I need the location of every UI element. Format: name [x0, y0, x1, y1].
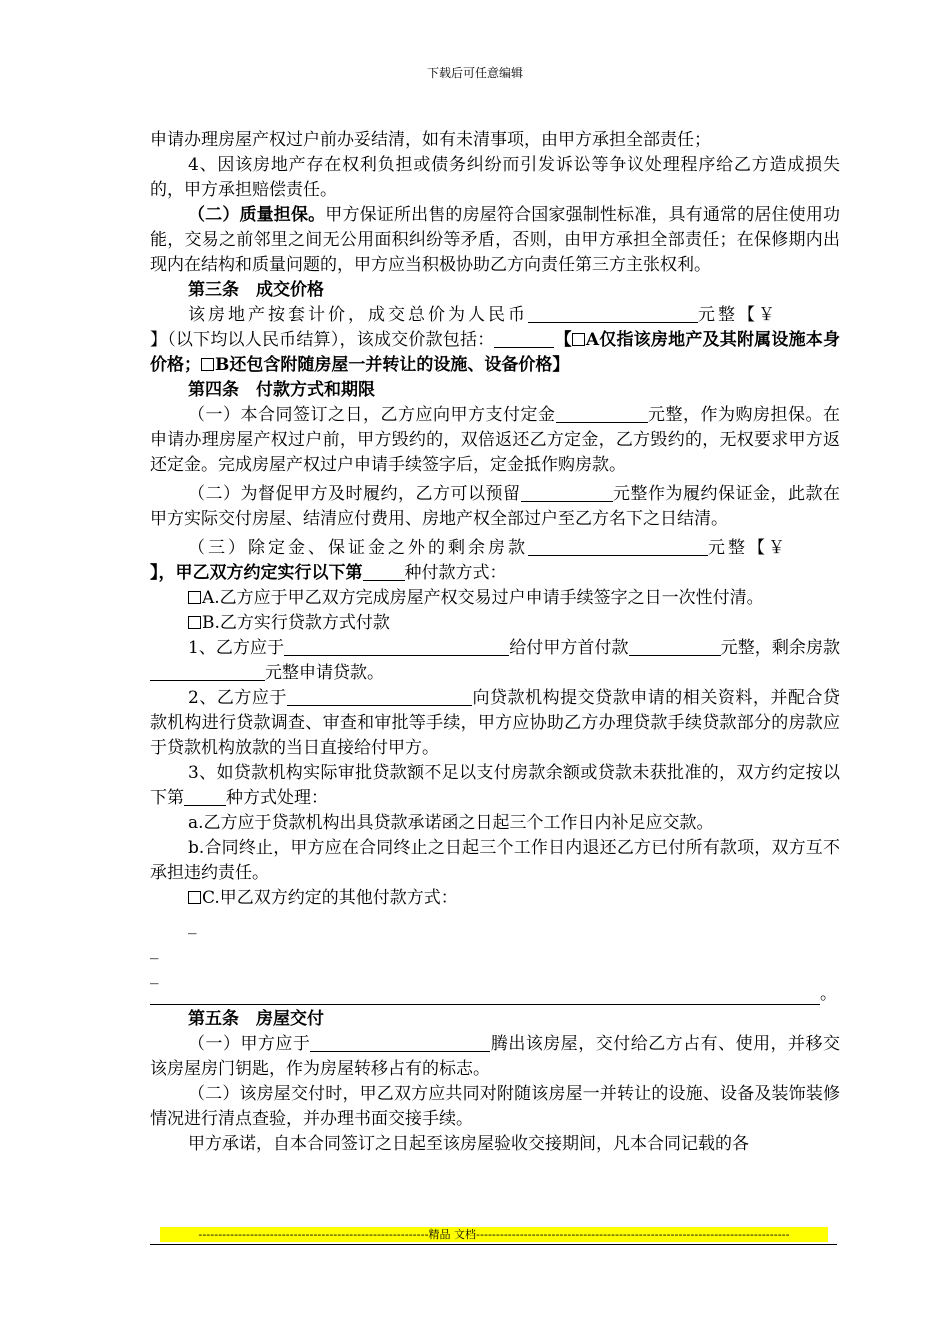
text: 种付款方式： [404, 563, 507, 583]
text: （一）本合同签订之日，乙方应向甲方支付定金 [188, 405, 556, 425]
text: A.乙方应于甲乙双方完成房屋产权交易过户申请手续签字之日一次性付清。 [202, 588, 764, 608]
page-header: 下载后可任意编辑 [426, 66, 523, 80]
checkbox-icon[interactable] [201, 358, 214, 371]
blank-line[interactable]: _ [188, 915, 197, 935]
footer-text: ----------------------------------------------------------精品 文档------------------------------------------------------------------------------- [198, 1228, 790, 1241]
date-blank[interactable] [284, 637, 509, 656]
remaining-blank[interactable] [528, 537, 708, 556]
checkbox-icon[interactable] [188, 616, 201, 629]
text: 元整申请贷款。 [265, 663, 384, 683]
text: 种方式处理： [226, 788, 328, 808]
method-blank[interactable] [363, 562, 405, 581]
inspection-paragraph: （二）该房屋交付时，甲乙双方应共同对附随该房屋一并转让的设施、设备及装饰装修情况进行清点查验，并办理书面交接手续。 [150, 1084, 840, 1129]
text: 【 [554, 330, 572, 350]
loan-item-2 [150, 686, 840, 761]
checkbox-icon[interactable] [572, 333, 585, 346]
article-4-title: 第四条 付款方式和期限 [188, 380, 375, 400]
text: 元整，作为购房担保。在申请办理房屋产权过户前，甲方毁约的，双倍返还乙方定金，乙方毁约的，无权要求甲方返还定金。完成房屋产权过户申请手续签字后，定金抵作购房款。 [150, 405, 840, 475]
text: 3、如贷款机构实际审批贷款额不足以支付房款余额或贷款未获批准的，双方约定按以下第 [150, 763, 840, 808]
down-payment-blank[interactable] [629, 637, 721, 656]
article-5-title: 第五条 房屋交付 [188, 1009, 324, 1029]
text: C.甲乙双方约定的其他付款方式： [202, 888, 458, 908]
loan-item-1 [150, 636, 840, 686]
checkbox-icon[interactable] [188, 891, 201, 904]
text: 向贷款机构提交贷款申请的相关资料，并配合贷款机构进行贷款调查、审查和审批等手续，甲方应协助乙方办理贷款手续贷款部分的房款应于贷款机构放款的当日直接给付甲方。 [150, 688, 840, 758]
loan-amount-blank[interactable] [150, 662, 265, 681]
text: 2、乙方应于 [188, 688, 287, 708]
text: （二）为督促甲方及时履约，乙方可以预留 [188, 484, 521, 504]
text: 给付甲方首付款 [509, 638, 629, 658]
paragraph: 4、因该房地产存在权利负担或债务纠纷而引发诉讼等争议处理程序给乙方造成损失的，甲方承担赔偿责任。 [150, 155, 840, 200]
page-footer [160, 1227, 828, 1242]
option-b [150, 611, 840, 636]
quality-paragraph [150, 203, 840, 278]
text: 】（以下均以人民币结算），该成交价款包括： [150, 330, 495, 350]
text: 元整，剩余房款 [720, 638, 840, 658]
delivery-date-blank[interactable] [310, 1033, 490, 1052]
article-3-title: 第三条 成交价格 [188, 280, 324, 300]
text: B.乙方实行贷款方式付款 [202, 613, 390, 633]
guarantee-blank[interactable] [521, 483, 613, 502]
blank-full-line [150, 980, 840, 1007]
guarantee-paragraph [150, 482, 840, 532]
price-paragraph [150, 303, 840, 378]
other-method-blank[interactable] [150, 980, 820, 1005]
text: 元整【￥ [698, 305, 778, 325]
section-heading: （二）质量担保。 [188, 205, 326, 225]
delivery-paragraph [150, 1032, 840, 1082]
footer-rule [150, 1244, 837, 1245]
date-blank[interactable] [287, 687, 472, 706]
text: 元整作为履约保证金，此款在甲方实际交付房屋、结清应付费用、房地产权全部过户至乙方名下之日结清。 [150, 484, 840, 529]
paragraph: 申请办理房屋产权过户前办妥结清，如有未清事项，由甲方承担全部责任； [150, 130, 711, 150]
text: 该房地产按套计价，成交总价为人民币 [188, 305, 528, 325]
price-include-blank[interactable] [494, 329, 554, 348]
paragraph-text: 甲方保证所出售的房屋符合国家强制性标准，具有通常的居住使用功能，交易之前邻里之间无公用面积纠纷等矛盾，否则，由甲方承担全部责任；在保修期内出现内在结构和质量问题的，甲方应当积极协助乙方向责任第三方主张权利。 [150, 205, 840, 275]
text: A仅指该房地产及其附属设施本身价格； [150, 330, 840, 375]
text: B还包含附随房屋一并转让的设施、设备价格】 [215, 355, 570, 375]
remaining-paragraph [150, 536, 840, 586]
loan-option-b: b.合同终止，甲方应在合同终止之日起三个工作日内退还乙方已付所有款项，双方互不承担违约责任。 [150, 838, 840, 883]
method-blank[interactable] [184, 787, 226, 806]
loan-option-a: a.乙方应于贷款机构出具贷款承诺函之日起三个工作日内补足应交款。 [188, 813, 714, 833]
deposit-paragraph [150, 403, 840, 478]
promise-paragraph: 甲方承诺，自本合同签订之日起至该房屋验收交接期间，凡本合同记载的各 [188, 1134, 749, 1154]
text: 元整【￥ [708, 538, 788, 558]
text: 腾出该房屋，交付给乙方占有、使用，并移交该房屋房门钥匙，作为房屋转移占有的标志。 [150, 1034, 841, 1079]
option-c [150, 886, 840, 911]
deposit-blank[interactable] [556, 404, 648, 423]
contract-body [150, 128, 840, 1157]
price-blank[interactable] [528, 304, 698, 323]
blank-line[interactable]: _ [150, 940, 159, 960]
checkbox-icon[interactable] [188, 591, 201, 604]
text: 。 [820, 984, 837, 1004]
option-a [150, 586, 840, 611]
blank-line[interactable]: _ [150, 965, 159, 985]
text: 】，甲乙双方约定实行以下第 [150, 563, 363, 583]
text: （三）除定金、保证金之外的剩余房款 [188, 538, 528, 558]
text: （一）甲方应于 [188, 1034, 311, 1054]
loan-item-3 [150, 761, 840, 811]
text: 1、乙方应于 [188, 638, 285, 658]
